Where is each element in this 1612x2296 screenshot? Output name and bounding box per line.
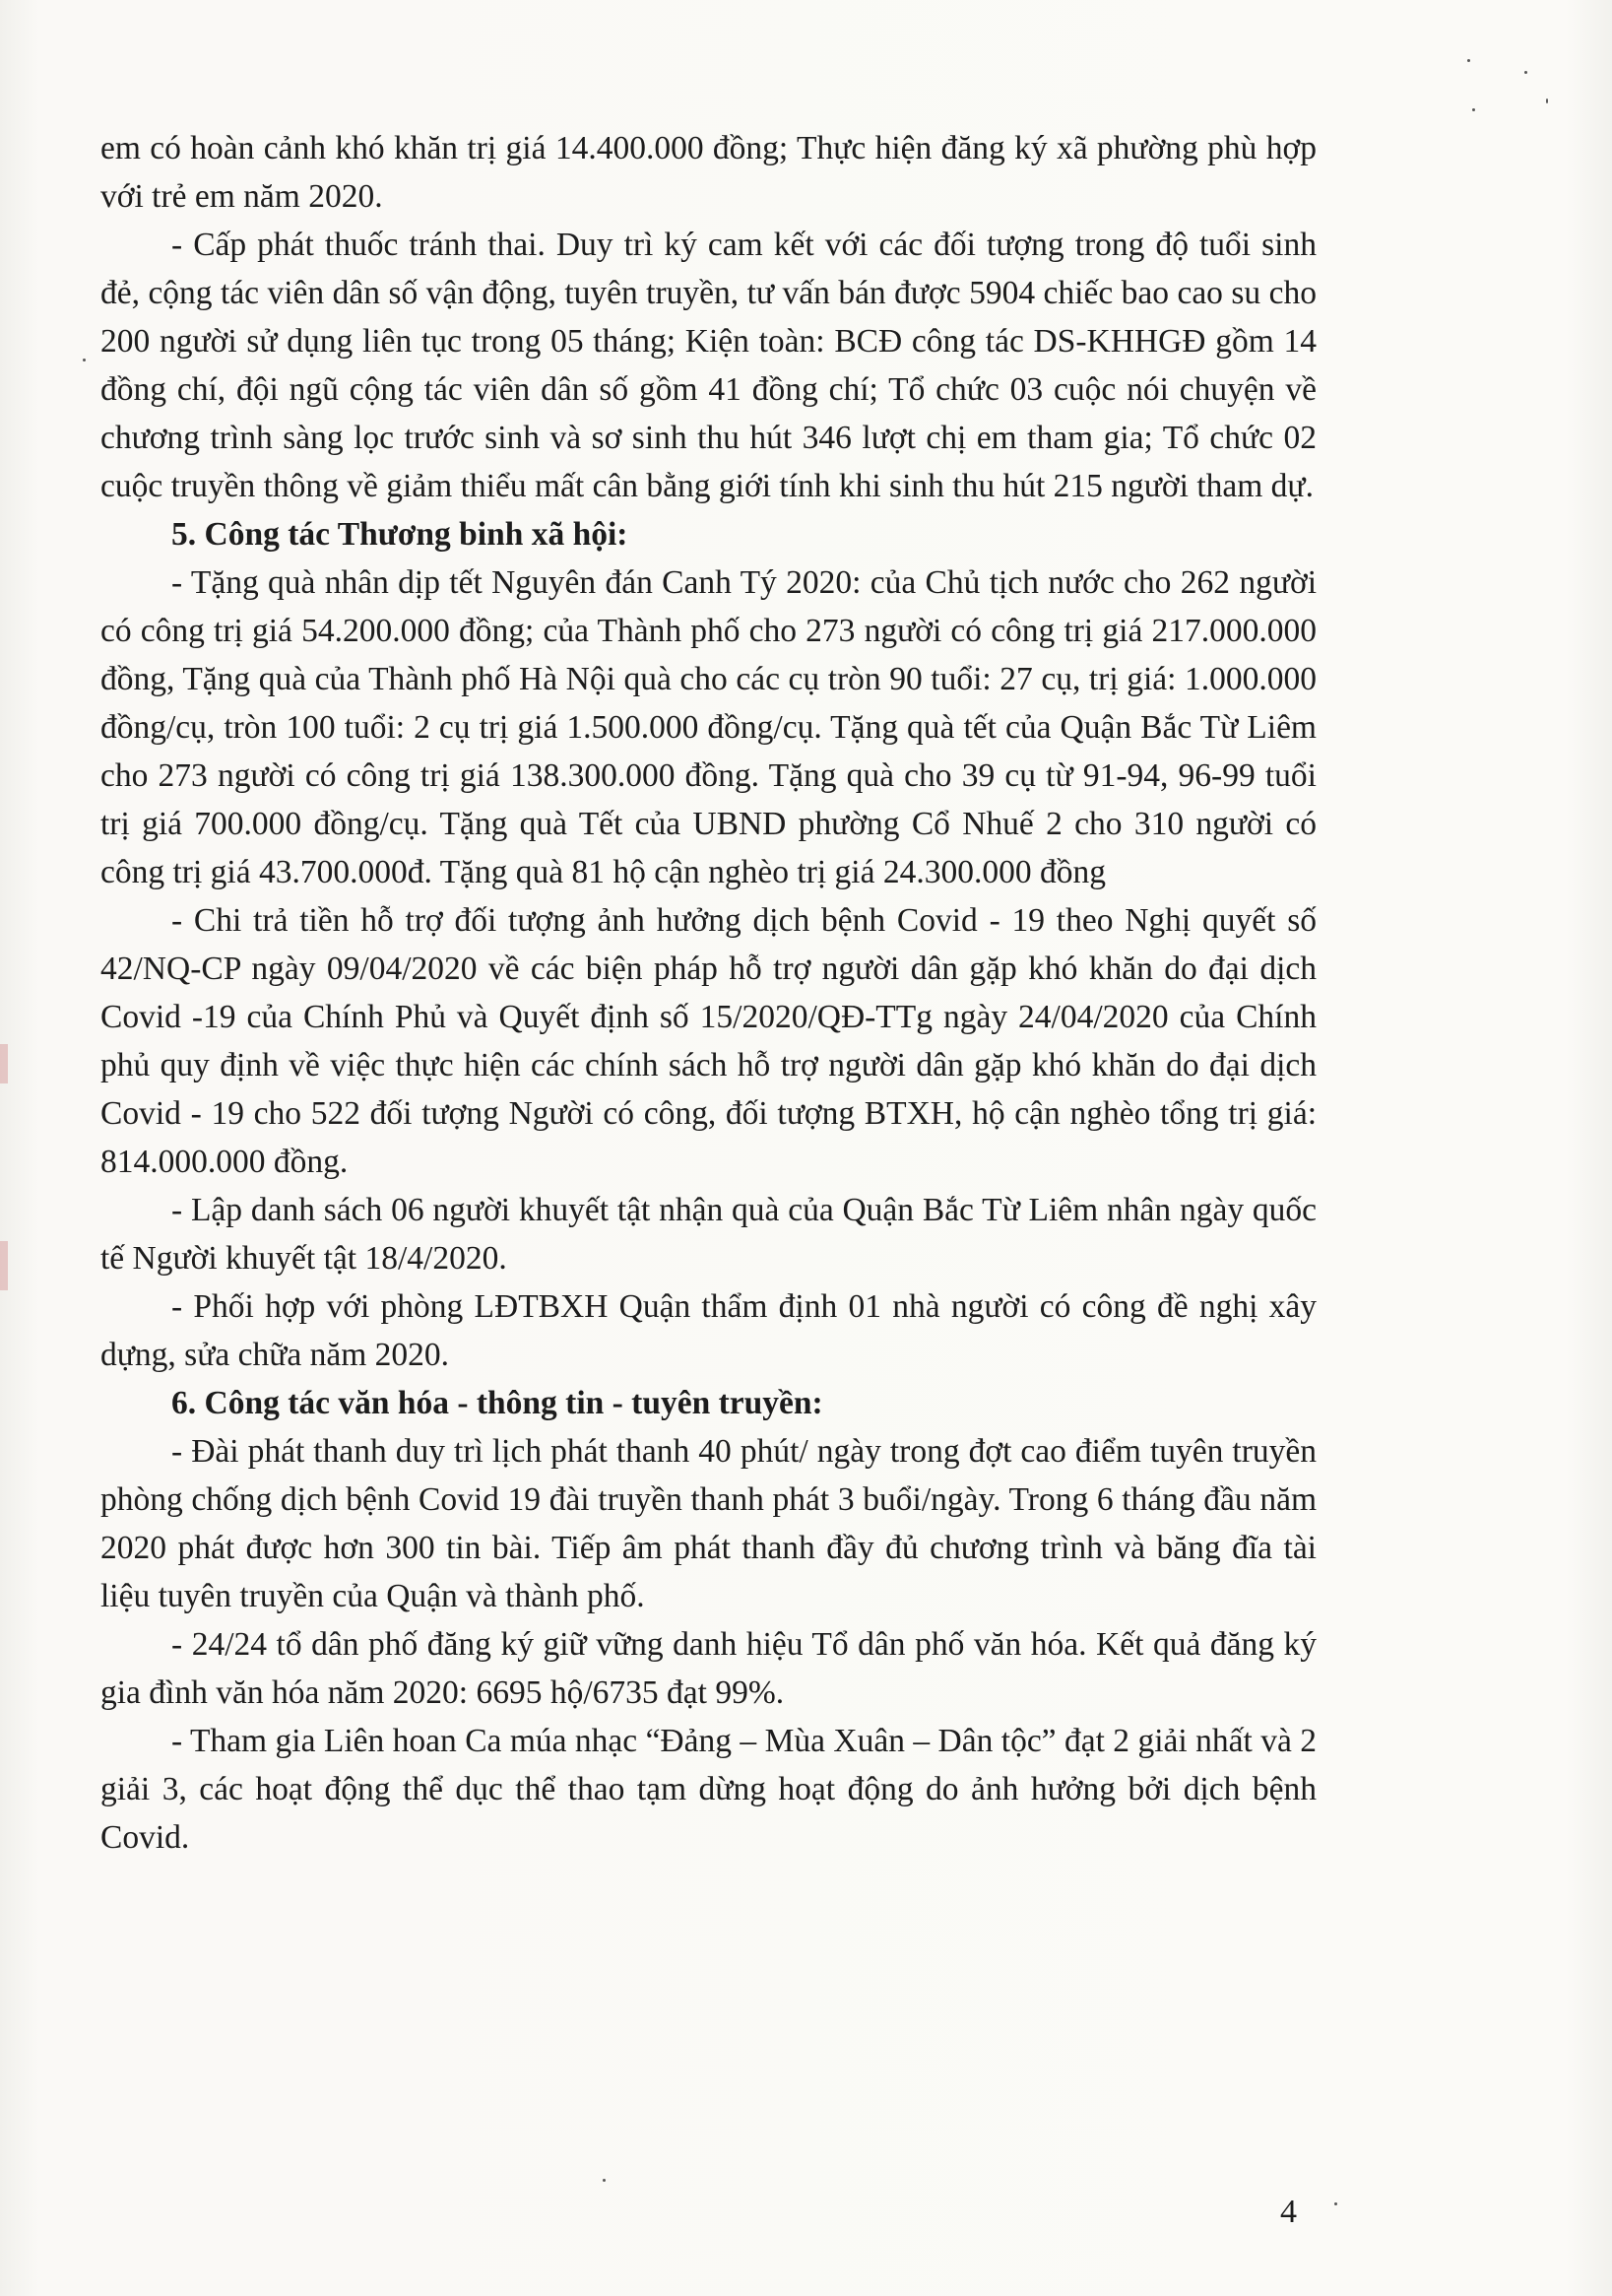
paragraph: - Phối hợp với phòng LĐTBXH Quận thẩm định 01 nhà người có công đề nghị xây dựng, sửa chữa năm 2020. <box>100 1288 1317 1373</box>
section-heading: 6. Công tác văn hóa - thông tin - tuyên truyền: <box>171 1385 823 1421</box>
scan-mark <box>0 1044 8 1083</box>
document-body <box>100 124 1317 1862</box>
paragraph: - Cấp phát thuốc tránh thai. Duy trì ký cam kết với các đối tượng trong độ tuổi sinh đẻ, cộng tác viên dân số vận động, tuyên truyền, tư vấn bán được 5904 chiếc bao cao su cho 200 người sử dụng liên tục trong 05 tháng; Kiện toàn: BCĐ công tác DS-KHHGĐ gồm 14 đồng chí, đội ngũ cộng tác viên dân số gồm 41 đồng chí; Tổ chức 03 cuộc nói chuyện về chương trình sàng lọc trước sinh và sơ sinh thu hút 346 lượt chị em tham gia; Tổ chức 02 cuộc truyền thông về giảm thiểu mất cân bằng giới tính khi sinh thu hút 215 người tham dự. <box>100 227 1317 504</box>
scan-speck <box>1334 2202 1337 2205</box>
scan-speck <box>603 2179 606 2182</box>
section-heading: 5. Công tác Thương binh xã hội: <box>171 516 628 553</box>
paragraph: - Tặng quà nhân dịp tết Nguyên đán Canh Tý 2020: của Chủ tịch nước cho 262 người có công trị giá 54.200.000 đồng; của Thành phố cho 273 người có công trị giá 217.000.000 đồng, Tặng quà của Thành phố Hà Nội quà cho các cụ tròn 90 tuổi: 27 cụ, trị giá: 1.000.000 đồng/cụ, tròn 100 tuổi: 2 cụ trị giá 1.500.000 đồng/cụ. Tặng quà tết của Quận Bắc Từ Liêm cho 273 người có công trị giá 138.300.000 đồng. Tặng quà cho 39 cụ từ 91-94, 96-99 tuổi trị giá 700.000 đồng/cụ. Tặng quà Tết của UBND phường Cổ Nhuế 2 cho 310 người có công trị giá 43.700.000đ. Tặng quà 81 hộ cận nghèo trị giá 24.300.000 đồng <box>100 564 1317 890</box>
page-number: 4 <box>1280 2194 1297 2230</box>
paragraph: em có hoàn cảnh khó khăn trị giá 14.400.000 đồng; Thực hiện đăng ký xã phường phù hợp với trẻ em năm 2020. <box>100 130 1317 215</box>
scan-speck <box>1546 98 1548 103</box>
scan-mark <box>0 1241 8 1290</box>
paragraph: - Lập danh sách 06 người khuyết tật nhận quà của Quận Bắc Từ Liêm nhân ngày quốc tế Người khuyết tật 18/4/2020. <box>100 1192 1317 1277</box>
paragraph: - Đài phát thanh duy trì lịch phát thanh 40 phút/ ngày trong đợt cao điểm tuyên truyền phòng chống dịch bệnh Covid 19 đài truyền thanh phát 3 buổi/ngày. Trong 6 tháng đầu năm 2020 phát được hơn 300 tin bài. Tiếp âm phát thanh đầy đủ chương trình và băng đĩa tài liệu tuyên truyền của Quận và thành phố. <box>100 1433 1317 1614</box>
paragraph: - Chi trả tiền hỗ trợ đối tượng ảnh hưởng dịch bệnh Covid - 19 theo Nghị quyết số 42/NQ-CP ngày 09/04/2020 về các biện pháp hỗ trợ người dân gặp khó khăn do đại dịch Covid -19 của Chính Phủ và Quyết định số 15/2020/QĐ-TTg ngày 24/04/2020 của Chính phủ quy định về việc thực hiện các chính sách hỗ trợ người dân gặp khó khăn do đại dịch Covid - 19 cho 522 đối tượng Người có công, đối tượng BTXH, hộ cận nghèo tổng trị giá: 814.000.000 đồng. <box>100 902 1317 1180</box>
scan-speck <box>1524 71 1527 74</box>
paragraph: - Tham gia Liên hoan Ca múa nhạc “Đảng – Mùa Xuân – Dân tộc” đạt 2 giải nhất và 2 giải 3, các hoạt động thể dục thể thao tạm dừng hoạt động do ảnh hưởng bởi dịch bệnh Covid. <box>100 1723 1317 1856</box>
scan-speck <box>83 359 86 361</box>
paragraph: - 24/24 tổ dân phố đăng ký giữ vững danh hiệu Tổ dân phố văn hóa. Kết quả đăng ký gia đình văn hóa năm 2020: 6695 hộ/6735 đạt 99%. <box>100 1626 1317 1711</box>
scan-speck <box>1472 108 1475 111</box>
scan-speck <box>1467 59 1470 62</box>
